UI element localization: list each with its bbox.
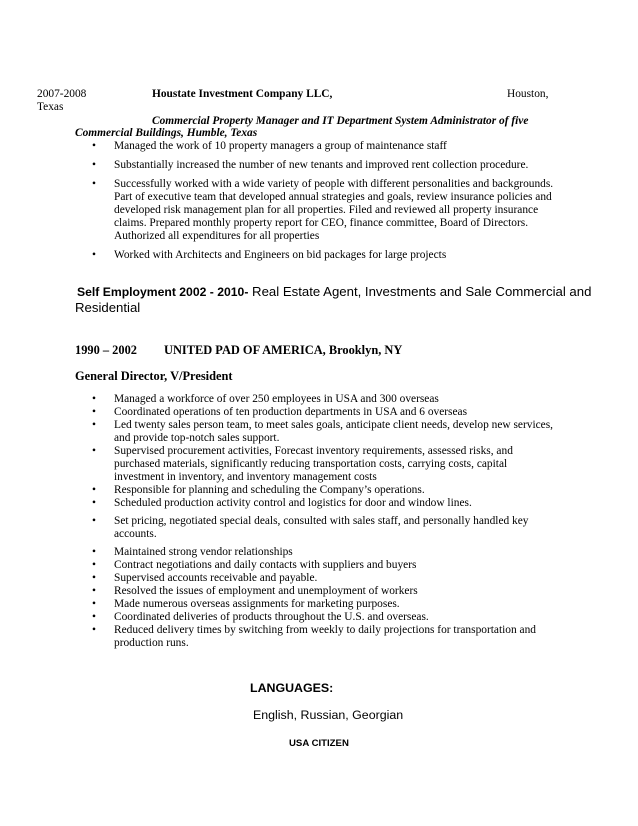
list-item: • Contract negotiations and daily contacts with suppliers and buyers: [92, 559, 554, 572]
self-employment-heading: Self Employment 2002 - 2010-: [77, 285, 249, 299]
list-item: • Reduced delivery times by switching from weekly to daily projections for transportation and production runs.: [92, 624, 554, 650]
list-item: • Coordinated deliveries of products throughout the U.S. and overseas.: [92, 611, 554, 624]
citizenship-note: USA CITIZEN: [289, 738, 349, 749]
list-item: • Managed the work of 10 property managers a group of maintenance staff: [92, 140, 562, 153]
self-employment-line2: Residential: [75, 300, 141, 315]
list-item: • Supervised accounts receivable and payable.: [92, 572, 554, 585]
list-item: • Set pricing, negotiated special deals, consulted with sales staff, and personally handled key accounts.: [92, 515, 554, 541]
list-item: • Coordinated operations of ten production departments in USA and 6 overseas: [92, 406, 554, 419]
self-employment-line1: [77, 284, 591, 300]
list-item: • Supervised procurement activities, Forecast inventory requirements, assessed risks, and purchased materials, significantly reducing transportation costs, carrying costs, capital investment in inventory, and inventory management costs: [92, 445, 554, 484]
job1-company: Houstate Investment Company LLC,: [152, 88, 333, 100]
job2-bullet-list: [92, 393, 554, 650]
list-item: • Substantially increased the number of new tenants and improved rent collection procedure.: [92, 159, 562, 172]
job1-dates: 2007-2008: [37, 88, 87, 100]
list-item: • Worked with Architects and Engineers on bid packages for large projects: [92, 249, 562, 262]
job2-company: UNITED PAD OF AMERICA, Brooklyn, NY: [164, 343, 403, 357]
job1-title-line1: Commercial Property Manager and IT Department System Administrator of five: [152, 115, 529, 127]
job1-bullet-list: [92, 140, 562, 262]
job1-city: Houston,: [507, 88, 549, 100]
languages-heading: LANGUAGES:: [250, 681, 334, 695]
list-item: • Responsible for planning and scheduling the Company’s operations.: [92, 484, 554, 497]
list-item: • Scheduled production activity control and logistics for door and window lines.: [92, 497, 554, 510]
list-item: • Made numerous overseas assignments for marketing purposes.: [92, 598, 554, 611]
job1-state: Texas: [37, 101, 64, 113]
list-item: • Maintained strong vendor relationships: [92, 546, 554, 559]
languages-list: English, Russian, Georgian: [253, 708, 404, 722]
job2-title: General Director, V/President: [75, 369, 233, 383]
self-employment-description: Real Estate Agent, Investments and Sale Commercial and: [248, 284, 592, 299]
job2-dates: 1990 – 2002: [75, 343, 137, 357]
job1-title-line2: Commercial Buildings, Humble, Texas: [75, 127, 258, 139]
list-item: • Led twenty sales person team, to meet sales goals, anticipate client needs, develop new services, and provide top-notch sales support.: [92, 419, 554, 445]
list-item: • Resolved the issues of employment and unemployment of workers: [92, 585, 554, 598]
list-item: • Managed a workforce of over 250 employees in USA and 300 overseas: [92, 393, 554, 406]
list-item: • Successfully worked with a wide variety of people with different personalities and backgrounds. Part of executive team that developed annual strategies and goals, review insurance policies and developed risk management plan for all properties. Filed and reviewed all property insurance claims. Prepared monthly property report for CEO, finance committee, Board of Directors. Authorized all expenditures for all properties: [92, 178, 562, 243]
